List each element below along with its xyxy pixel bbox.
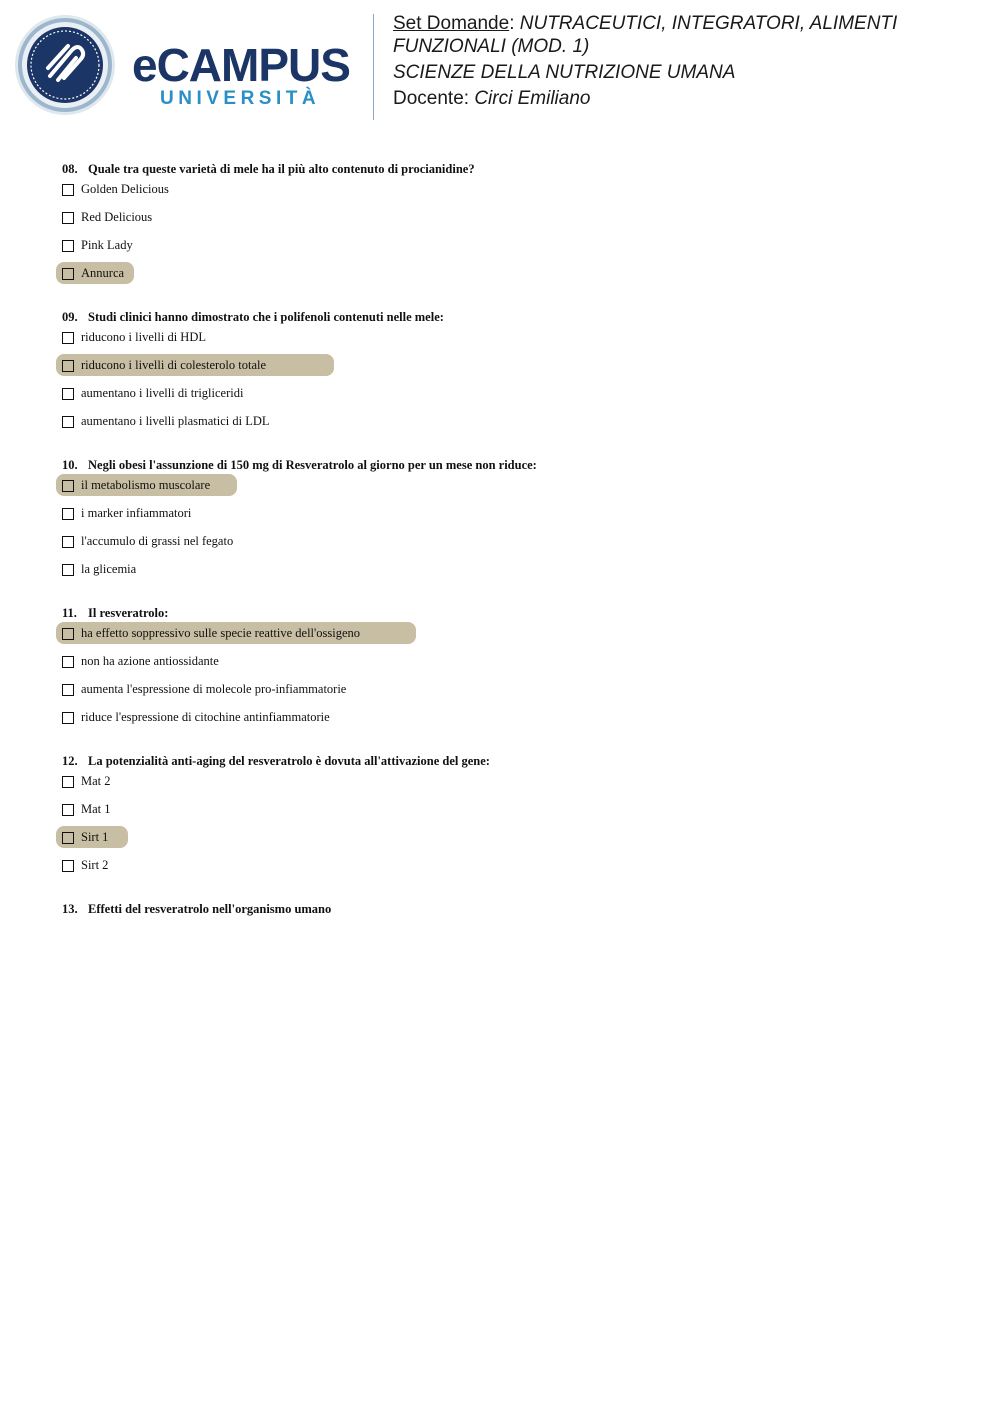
answer-option[interactable]	[62, 479, 962, 507]
answer-label: riduce l'espressione di citochine antinfiammatorie	[81, 710, 330, 724]
brand-subtitle: UNIVERSITÀ	[160, 88, 321, 109]
question-number: 10.	[62, 458, 78, 472]
degree-name: SCIENZE DELLA NUTRIZIONE UMANA	[393, 62, 736, 83]
question-text: La potenzialità anti-aging del resveratrolo è dovuta all'attivazione del gene:	[88, 754, 490, 768]
university-seal-icon	[14, 14, 116, 116]
answer-options	[62, 479, 962, 591]
answer-checkbox[interactable]	[62, 388, 74, 400]
answer-option[interactable]	[62, 655, 962, 683]
answer-label: Red Delicious	[81, 210, 153, 224]
page-header	[0, 0, 1000, 130]
question-text: Effetti del resveratrolo nell'organismo umano	[88, 902, 332, 916]
teacher-label: Docente:	[393, 88, 475, 109]
course-title-line-2: FUNZIONALI (MOD. 1)	[393, 36, 590, 57]
answer-label: aumentano i livelli plasmatici di LDL	[81, 414, 270, 428]
answer-label: non ha azione antiossidante	[81, 654, 219, 668]
answer-label: riducono i livelli di HDL	[81, 330, 206, 344]
header-divider	[373, 14, 374, 120]
brand-logo	[132, 40, 357, 112]
question-4	[62, 604, 962, 739]
answer-option[interactable]	[62, 507, 962, 535]
answer-label: ha effetto soppressivo sulle specie reattive dell'ossigeno	[81, 626, 361, 640]
answer-options	[62, 627, 962, 739]
answer-checkbox[interactable]	[62, 684, 74, 696]
answer-checkbox[interactable]	[62, 508, 74, 520]
answer-option[interactable]	[62, 803, 962, 831]
question-5	[62, 752, 962, 887]
answer-option[interactable]	[62, 239, 962, 267]
answer-checkbox[interactable]	[62, 184, 74, 196]
question-number: 08.	[62, 162, 78, 176]
course-title-line-1: NUTRACEUTICI, INTEGRATORI, ALIMENTI	[519, 13, 898, 34]
question-6	[62, 900, 962, 918]
answer-label: la glicemia	[81, 562, 137, 576]
question-spacer	[62, 295, 962, 308]
answer-options	[62, 775, 962, 887]
answer-label: il metabolismo muscolare	[81, 478, 211, 492]
teacher-name: Circi Emiliano	[474, 88, 591, 109]
question-spacer	[62, 443, 962, 456]
answer-option[interactable]	[62, 183, 962, 211]
answer-option[interactable]	[62, 415, 962, 443]
header-info	[393, 12, 983, 110]
answer-label: Pink Lady	[81, 238, 133, 252]
question-text: Studi clinici hanno dimostrato che i polifenoli contenuti nelle mele:	[88, 310, 444, 324]
question-spacer	[62, 739, 962, 752]
answer-checkbox[interactable]	[62, 860, 74, 872]
set-separator: :	[509, 13, 520, 34]
answer-checkbox[interactable]	[62, 776, 74, 788]
answer-option[interactable]	[62, 831, 962, 859]
question-number: 13.	[62, 902, 78, 916]
answer-option[interactable]	[62, 267, 962, 295]
answer-checkbox[interactable]	[62, 416, 74, 428]
answer-option[interactable]	[62, 387, 962, 415]
answer-label: l'accumulo di grassi nel fegato	[81, 534, 234, 548]
question-3	[62, 456, 962, 591]
answer-checkbox[interactable]	[62, 212, 74, 224]
answer-checkbox[interactable]	[62, 628, 74, 640]
answer-label: Sirt 1	[81, 830, 109, 844]
question-1	[62, 160, 962, 295]
question-number: 11.	[62, 606, 77, 620]
question-text: Negli obesi l'assunzione di 150 mg di Resveratrolo al giorno per un mese non riduce:	[88, 458, 537, 472]
question-title	[62, 752, 962, 770]
set-label: Set Domande	[393, 13, 510, 34]
answer-checkbox[interactable]	[62, 712, 74, 724]
answer-checkbox[interactable]	[62, 240, 74, 252]
answer-option[interactable]	[62, 775, 962, 803]
question-list	[62, 160, 962, 931]
answer-label: riducono i livelli di colesterolo totale	[81, 358, 267, 372]
question-text: Quale tra queste varietà di mele ha il più alto contenuto di procianidine?	[88, 162, 475, 176]
question-title	[62, 900, 962, 918]
answer-label: Sirt 2	[81, 858, 109, 872]
question-spacer	[62, 887, 962, 900]
answer-label: Mat 2	[81, 774, 111, 788]
answer-checkbox[interactable]	[62, 536, 74, 548]
answer-option[interactable]	[62, 359, 962, 387]
answer-label: Golden Delicious	[81, 182, 169, 196]
answer-checkbox[interactable]	[62, 656, 74, 668]
question-number: 09.	[62, 310, 78, 324]
answer-checkbox[interactable]	[62, 564, 74, 576]
answer-label: aumentano i livelli di trigliceridi	[81, 386, 244, 400]
answer-label: aumenta l'espressione di molecole pro-infiammatorie	[81, 682, 347, 696]
question-spacer	[62, 918, 962, 931]
question-title	[62, 604, 962, 622]
question-spacer	[62, 591, 962, 604]
question-title	[62, 308, 962, 326]
answer-checkbox[interactable]	[62, 268, 74, 280]
answer-option[interactable]	[62, 563, 962, 591]
answer-checkbox[interactable]	[62, 832, 74, 844]
question-number: 12.	[62, 754, 78, 768]
answer-checkbox[interactable]	[62, 360, 74, 372]
answer-checkbox[interactable]	[62, 804, 74, 816]
question-title	[62, 456, 962, 474]
answer-option[interactable]	[62, 859, 962, 887]
answer-option[interactable]	[62, 711, 962, 739]
answer-options	[62, 183, 962, 295]
answer-label: Mat 1	[81, 802, 111, 816]
answer-label: Annurca	[81, 266, 125, 280]
answer-option[interactable]	[62, 211, 962, 239]
answer-option[interactable]	[62, 535, 962, 563]
brand-name: eCAMPUS	[132, 39, 350, 91]
answer-option[interactable]	[62, 683, 962, 711]
answer-checkbox[interactable]	[62, 332, 74, 344]
question-2	[62, 308, 962, 443]
answer-checkbox[interactable]	[62, 480, 74, 492]
answer-label: i marker infiammatori	[81, 506, 192, 520]
answer-option[interactable]	[62, 627, 962, 655]
question-text: Il resveratrolo:	[88, 606, 169, 620]
answer-options	[62, 331, 962, 443]
question-title	[62, 160, 962, 178]
